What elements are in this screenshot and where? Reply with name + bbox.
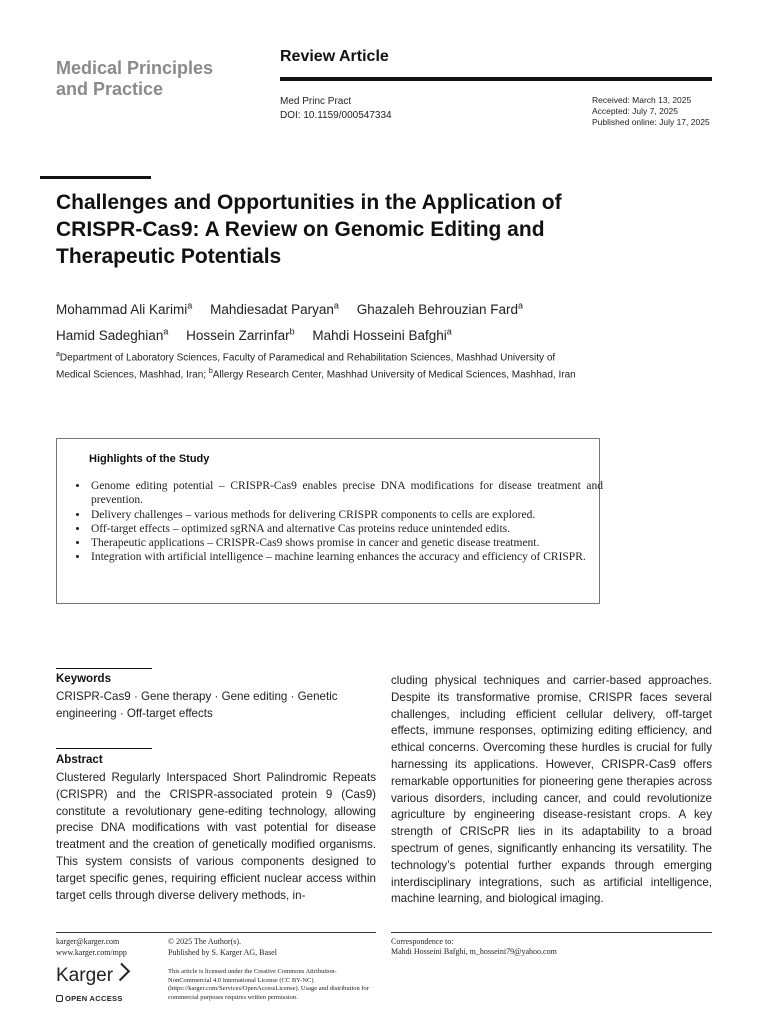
- highlights-box: [56, 438, 603, 604]
- abstract-rule: [56, 748, 152, 749]
- journal-name-line1: Medical Principles: [56, 58, 214, 78]
- correspondence-label: Correspondence to:: [391, 937, 454, 946]
- author[interactable]: Mahdiesadat Paryan$^a$: [210, 300, 339, 317]
- footer-rule-right: [391, 932, 712, 933]
- doi-link[interactable]: DOI: 10.1159/000547334: [280, 110, 392, 121]
- header-rule: [280, 77, 712, 81]
- highlight-item: • Integration with artificial intelligence – machine learning enhances the accuracy and efficiency of CRISPR.: [89, 550, 603, 564]
- author[interactable]: Hamid Sadeghian$^a$: [56, 326, 169, 343]
- title-rule: [40, 176, 151, 179]
- citation-block: [280, 95, 392, 123]
- article-title: Challenges and Opportunities in the Application of CRISPR-Cas9: A Review on Genomic Editing and Therapeutic Potentials: [56, 191, 562, 268]
- article-type: Review Article: [280, 48, 389, 65]
- journal-name: [56, 58, 256, 100]
- keywords-text: CRISPR-Cas9 · Gene therapy · Gene editing · Genetic engineering · Off-target effects: [56, 690, 338, 720]
- keywords-rule: [56, 668, 152, 669]
- accepted-date: Accepted: July 7, 2025: [592, 106, 679, 116]
- abstract-text-left: Clustered Regularly Interspaced Short Palindromic Repeats (CRISPR) and the CRISPR-associated protein 9 (Cas9) constitute a revolutionary gene-editing technology, allowing precise DNA modifications with vast potential for disease treatment and the creation of genetically modified organisms. This system consists of various components designed to target specific genes, requiring efficient nuclear access within target cells through diverse delivery methods, in-: [56, 771, 376, 902]
- journal-abbreviation: Med Princ Pract: [280, 96, 352, 107]
- keywords-heading: Keywords: [56, 673, 111, 685]
- highlight-item: • Off-target effects – optimized sgRNA and alternative Cas proteins reduce unintended edits.: [89, 522, 603, 536]
- author[interactable]: Hossein Zarrinfar$^b$: [186, 326, 295, 343]
- publisher-line: Published by S. Karger AG, Basel: [168, 948, 277, 957]
- correspondence-text[interactable]: Mahdi Hosseini Bafghi, m_hosseini79@yahoo.com: [391, 947, 557, 956]
- abstract-text-right: cluding physical techniques and carrier-based approaches. Despite its transformative promise, CRISPR faces several challenges, including efficient cellular delivery, off-target effects, immune responses, optimizing editing efficiency, and ethical concerns. Overcoming these hurdles is crucial for fully harnessing its applications. However, CRISPR-Cas9 offers remarkable opportunities for pioneering gene therapies across various disorders, including cancer, and could revolutionize agriculture by engineering disease-resistant crops. A key strength of CRIScPR lies in its adaptability to a broad spectrum of genes, significantly enhancing its versatility. The technology’s potential further expands through emerging interdisciplinary integrations, such as artificial intelligence, machine learning, and biological imaging.: [391, 674, 712, 906]
- lock-icon: [56, 995, 63, 1002]
- correspondence-block: [391, 937, 557, 957]
- highlight-item: • Delivery challenges – various methods for delivering CRISPR components to cells are explored.: [89, 508, 603, 522]
- karger-mark-icon: [112, 963, 130, 981]
- abstract-heading: Abstract: [56, 754, 103, 766]
- affiliations: $^a$Department of Laboratory Sciences, Faculty of Paramedical and Rehabilitation Sciences, Mashhad University of Medical Sciences, Mashhad, Iran; $^b$Allergy Research Center, Mashhad University of Medical Sciences, Mashhad, Iran: [56, 351, 576, 381]
- publisher-contact: [56, 936, 127, 958]
- journal-name-line2: and Practice: [56, 79, 164, 99]
- author[interactable]: Mohammad Ali Karimi$^a$: [56, 300, 193, 317]
- author-list: [56, 294, 616, 347]
- open-access-label: OPEN ACCESS: [56, 994, 123, 1003]
- author[interactable]: Ghazaleh Behrouzian Fard$^a$: [356, 300, 524, 317]
- highlight-item: • Therapeutic applications – CRISPR-Cas9 shows promise in cancer and genetic disease treatment.: [89, 536, 603, 550]
- publisher-email[interactable]: karger@karger.com: [56, 937, 120, 946]
- highlights-heading: Highlights of the Study: [89, 453, 210, 465]
- author[interactable]: Mahdi Hosseini Bafghi$^a$: [312, 326, 452, 343]
- footer-rule-left: [56, 932, 376, 933]
- copyright-block: [168, 936, 277, 958]
- received-date: Received: March 13, 2025: [592, 95, 692, 105]
- license-text: This article is licensed under the Creative Commons Attribution-NonCommercial 4.0 International License (CC BY-NC) (https://karger.com/Services/OpenAccessLicense). Usage and distribution for commercial purposes requires written permission.: [168, 968, 369, 1001]
- highlight-item: • Genome editing potential – CRISPR-Cas9 enables precise DNA modifications for disease treatment and prevention.: [89, 479, 603, 508]
- publisher-website[interactable]: www.karger.com/mpp: [56, 948, 127, 957]
- dates-block: [592, 95, 712, 128]
- karger-logo: Karger: [56, 965, 127, 987]
- published-date: Published online: July 17, 2025: [592, 117, 710, 127]
- highlights-list: [75, 479, 603, 565]
- copyright: © 2025 The Author(s).: [168, 937, 242, 946]
